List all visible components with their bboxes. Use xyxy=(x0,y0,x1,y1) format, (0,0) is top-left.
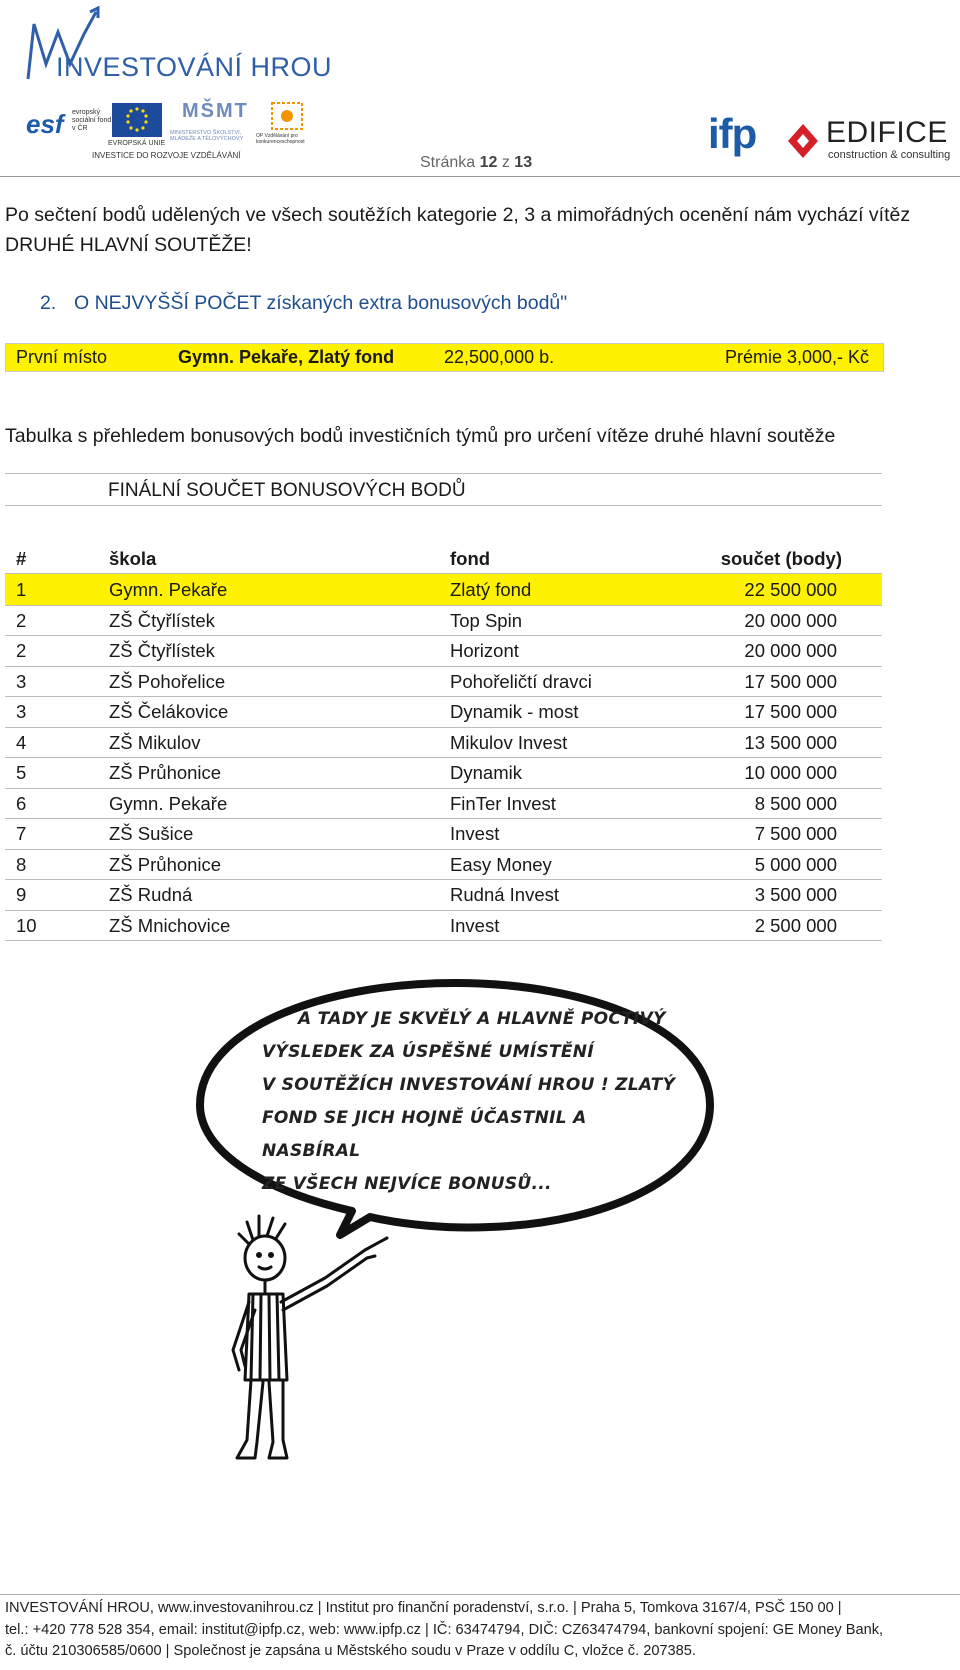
table-header-row xyxy=(5,543,882,574)
cell-rank: 10 xyxy=(16,914,37,936)
table-caption: Tabulka s přehledem bonusových bodů investičních týmů pro určení vítěze druhé hlavní soutěže xyxy=(5,425,836,447)
table-row xyxy=(5,910,882,941)
cell-rank: 1 xyxy=(16,579,27,600)
table-row xyxy=(5,818,882,849)
cell-fund: Mikulov Invest xyxy=(450,731,568,753)
bubble-line: VÝSLEDEK ZA ÚSPĚŠNÉ UMÍSTĚNÍ xyxy=(262,1042,594,1062)
cell-school: ZŠ Mikulov xyxy=(109,731,201,753)
cell-sum: 8 500 000 xyxy=(754,792,837,814)
row-divider xyxy=(5,940,882,941)
cell-rank: 6 xyxy=(16,792,27,814)
cell-rank: 4 xyxy=(16,731,27,753)
cell-rank: 5 xyxy=(16,762,27,783)
table-title: FINÁLNÍ SOUČET BONUSOVÝCH BODŮ xyxy=(108,480,466,501)
cell-rank: 2 xyxy=(16,609,27,631)
table-row xyxy=(5,696,882,727)
eu-stars-icon xyxy=(112,103,162,137)
table-rule xyxy=(5,505,882,506)
cell-fund: Top Spin xyxy=(450,609,522,631)
table-row xyxy=(5,605,882,636)
bubble-line: V SOUTĚŽÍCH INVESTOVÁNÍ HROU ! ZLATÝ xyxy=(262,1075,676,1095)
ifp-logo: ifp xyxy=(708,110,757,157)
edifice-subtitle: construction & consulting xyxy=(828,149,951,161)
header-divider xyxy=(0,176,960,177)
table-rule xyxy=(5,473,882,474)
msmt-label: MINISTERSTVO ŠKOLSTVÍ, MLÁDEŽE A TĚLOVÝCHOVY xyxy=(170,130,244,142)
cell-fund: FinTer Invest xyxy=(450,792,556,814)
cell-rank: 9 xyxy=(16,884,27,905)
bubble-line: ZE VŠECH NEJVÍCE BONUSŮ... xyxy=(262,1174,552,1194)
cell-fund: Invest xyxy=(450,823,500,844)
cell-sum: 20 000 000 xyxy=(744,640,837,661)
cell-fund: Dynamik - most xyxy=(450,701,579,722)
cell-sum: 2 500 000 xyxy=(754,914,837,936)
cell-school: ZŠ Sušice xyxy=(109,823,194,844)
cell-fund: Rudná Invest xyxy=(450,884,560,905)
footer-line-2: tel.: +420 778 528 354, email: institut@ipfp.cz, web: www.ipfp.cz | IČ: 63474794, DIČ: CZ63474794, bankovní spojení: GE Money Bank, xyxy=(5,1621,884,1638)
section-heading xyxy=(40,292,567,315)
cell-school: ZŠ Mnichovice xyxy=(109,914,231,936)
investice-label: INVESTICE DO ROZVOJE VZDĚLÁVÁNÍ xyxy=(92,151,241,160)
cell-rank: 3 xyxy=(16,670,27,692)
cell-school: ZŠ Pohořelice xyxy=(109,670,226,692)
cell-rank: 8 xyxy=(16,853,27,875)
cell-fund: Invest xyxy=(450,914,500,936)
cell-sum: 10 000 000 xyxy=(744,762,837,783)
header-fund: fond xyxy=(450,548,491,569)
cell-sum: 7 500 000 xyxy=(754,823,837,844)
cell-sum: 20 000 000 xyxy=(744,609,837,631)
cell-sum: 17 500 000 xyxy=(744,701,837,722)
cell-sum: 13 500 000 xyxy=(744,731,837,753)
cell-school: ZŠ Průhonice xyxy=(109,853,222,875)
table-row xyxy=(5,879,882,910)
winner-prize: Prémie 3,000,- Kč xyxy=(724,347,869,367)
cell-sum: 22 500 000 xyxy=(744,579,837,600)
footer xyxy=(5,1598,955,1663)
cell-school: ZŠ Čelákovice xyxy=(109,701,229,722)
eu-flag-logo xyxy=(112,103,162,137)
bubble-line: FOND SE JICH HOJNĚ ÚČASTNIL A NASBÍRAL xyxy=(262,1108,587,1161)
section-title: O NEJVYŠŠÍ POČET získaných extra bonusových bodů" xyxy=(74,292,568,314)
edifice-logo-icon xyxy=(784,120,822,162)
header-school: škola xyxy=(109,548,157,569)
table-row xyxy=(5,574,882,605)
cell-school: Gymn. Pekaře xyxy=(109,579,228,600)
cell-rank: 7 xyxy=(16,823,27,844)
table-row xyxy=(5,635,882,666)
eu-label: EVROPSKÁ UNIE xyxy=(108,140,166,147)
winner-points: 22,500,000 b. xyxy=(444,347,555,367)
cell-fund: Horizont xyxy=(450,640,519,661)
bubble-line: A TADY JE SKVĚLÝ A HLAVNĚ POCTIVÝ xyxy=(298,1009,666,1029)
logo-title: INVESTOVÁNÍ HROU xyxy=(56,52,333,82)
cell-fund: Zlatý fond xyxy=(450,579,532,600)
footer-line-3: č. účtu 210306585/0600 | Společnost je zapsána u Městského soudu v Praze v oddílu C, vložce č. 207385. xyxy=(5,1643,696,1659)
page-number: Stránka 12 z 13 xyxy=(420,154,533,171)
stick-figure-pointing-icon xyxy=(225,1210,405,1470)
cell-rank: 2 xyxy=(16,640,27,661)
header-rank: # xyxy=(16,548,27,569)
cell-fund: Pohořeličtí dravci xyxy=(450,670,592,692)
row-divider xyxy=(5,573,882,574)
cell-school: ZŠ Rudná xyxy=(109,884,193,905)
table-row xyxy=(5,788,882,819)
cell-sum: 5 000 000 xyxy=(754,853,837,875)
cell-fund: Easy Money xyxy=(450,853,552,875)
op-logo-icon xyxy=(270,101,304,131)
winner-row xyxy=(5,343,884,372)
footer-divider xyxy=(0,1594,960,1595)
section-number: 2. xyxy=(40,292,57,314)
op-label: OP Vzdělávání pro konkurenceschopnost xyxy=(256,133,305,145)
cell-school: ZŠ Průhonice xyxy=(109,762,222,783)
msmt-logo-icon: MŠMT xyxy=(182,100,249,122)
winner-place: První místo xyxy=(16,347,108,367)
table-row xyxy=(5,849,882,880)
table-row xyxy=(5,727,882,758)
winner-team: Gymn. Pekaře, Zlatý fond xyxy=(178,347,395,367)
speech-bubble-text xyxy=(262,1003,682,1201)
cell-sum: 3 500 000 xyxy=(754,884,837,905)
table-row xyxy=(5,666,882,697)
header xyxy=(0,0,960,176)
table-row xyxy=(5,757,882,788)
intro-paragraph: Po sečtení bodů udělených ve všech soutěžích kategorie 2, 3 a mimořádných ocenění nám vychází vítěz DRUHÉ HLAVNÍ SOUTĚŽE! xyxy=(5,204,911,256)
header-sum: součet (body) xyxy=(720,548,842,569)
cell-school: ZŠ Čtyřlístek xyxy=(109,640,215,661)
esf-logo: esf evropský sociální fond v ČR xyxy=(26,109,112,139)
cell-sum: 17 500 000 xyxy=(744,670,837,692)
edifice-title: EDIFICE xyxy=(826,116,948,149)
footer-line-1: INVESTOVÁNÍ HROU, www.investovanihrou.cz | Institut pro finanční poradenství, s.r.o. | Praha 5, Tomkova 3167/4, PSČ 150 00 | xyxy=(5,1600,842,1616)
cell-rank: 3 xyxy=(16,701,27,722)
cell-fund: Dynamik xyxy=(450,762,522,783)
cell-school: Gymn. Pekaře xyxy=(109,792,228,814)
cell-school: ZŠ Čtyřlístek xyxy=(109,609,215,631)
